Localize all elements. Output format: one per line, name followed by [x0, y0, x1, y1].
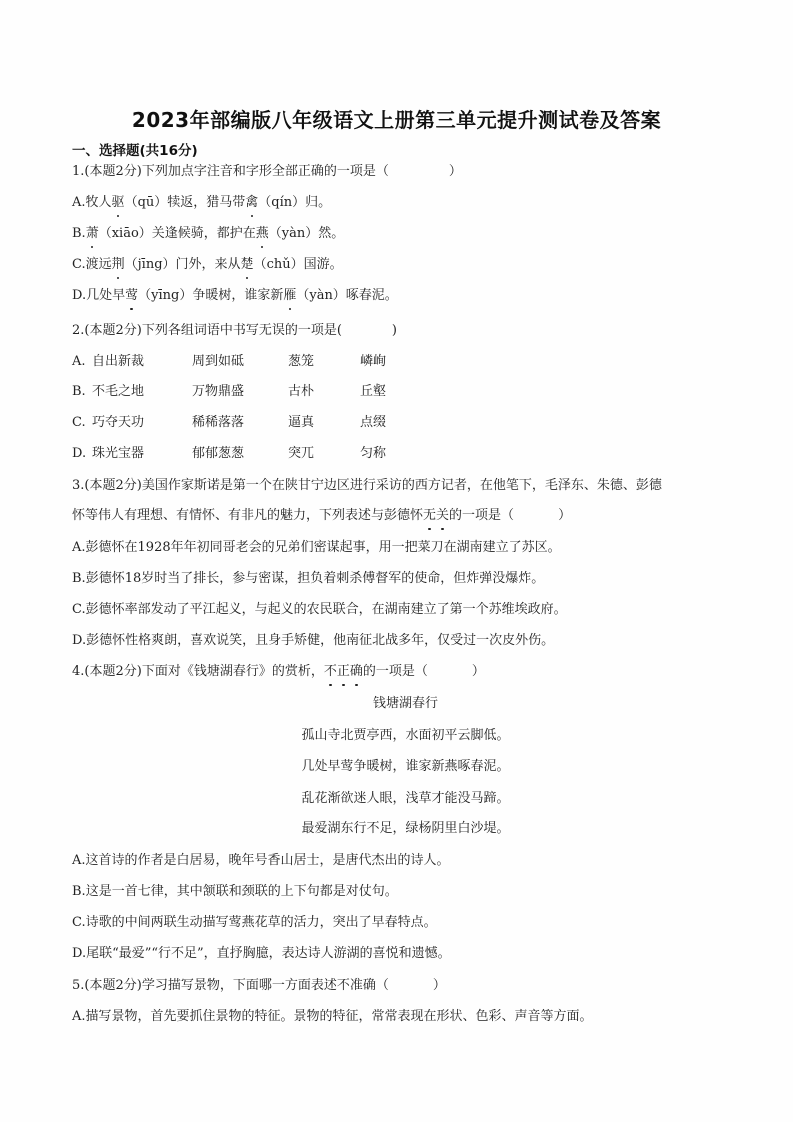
question-3-option-a[interactable]: A.彭德怀在1928年年初同哥老会的兄弟们密谋起事，用一把菜刀在湖南建立了苏区。: [72, 540, 561, 555]
question-3-option-b[interactable]: B.彭德怀18岁时当了排长，参与密谋，担负着刺杀傅督军的使命，但炸弹没爆炸。: [72, 571, 545, 586]
question-3-option-d[interactable]: D.彭德怀性格爽朗，喜欢说笑，且身手矫健，他南征北战多年，仅受过一次皮外伤。: [72, 633, 555, 648]
question-4-option-c[interactable]: C.诗歌的中间两联生动描写莺燕花草的活力，突出了早春特点。: [72, 915, 437, 930]
question-2-option-d[interactable]: D. 珠光宝器 郁郁葱葱 突兀 匀称: [72, 446, 387, 461]
emphasis-dot-char: 驱: [111, 195, 125, 210]
question-4-prompt: 4.(本题2分)下面对《钱塘湖春行》的赏析，不正确的一项是（ ）: [72, 664, 485, 679]
poem-line: 最爱湖东行不足，绿杨阴里白沙堤。: [301, 821, 510, 836]
question-5-option-a[interactable]: A.描写景物，首先要抓住景物的特征。景物的特征，常常表现在形状、色彩、声音等方面。: [72, 1009, 593, 1024]
question-1-option-d[interactable]: D.几处早莺（yīng）争暖树，谁家新雁（yàn）啄春泥。: [72, 288, 398, 303]
question-2-option-c[interactable]: C. 巧夺天功 稀稀落落 逼真 点缀: [72, 415, 387, 430]
question-3-prompt-line-1: 3.(本题2分)美国作家斯诺是第一个在陕甘宁边区进行采访的西方记者，在他笔下，毛泽东、朱德、彭德: [72, 478, 662, 493]
section-heading: 一、选择题(共16分): [72, 143, 198, 159]
emphasis-dot-char: 无: [423, 508, 437, 523]
question-2-option-a[interactable]: A. 自出新裁 周到如砥 葱笼 嶙峋: [72, 354, 387, 369]
question-4-option-a[interactable]: A.这首诗的作者是白居易，晚年号香山居士，是唐代杰出的诗人。: [72, 853, 450, 868]
emphasis-dot-char: 燕: [255, 226, 269, 241]
question-2-prompt: 2.(本题2分)下列各组词语中书写无误的一项是( ): [72, 323, 397, 338]
emphasis-dot-char: 不: [323, 664, 337, 679]
emphasis-dot-char: 楚: [240, 257, 254, 272]
question-3-option-c[interactable]: C.彭德怀率部发动了平江起义，与起义的农民联合，在湖南建立了第一个苏维埃政府。: [72, 602, 567, 617]
poem-line: 几处早莺争暖树，谁家新燕啄春泥。: [301, 759, 510, 774]
question-5-prompt: 5.(本题2分)学习描写景物，下面哪一方面表述不准确（ ）: [72, 978, 446, 993]
emphasis-dot-char: 萧: [85, 226, 99, 241]
poem-line: 乱花渐欲迷人眼，浅草才能没马蹄。: [301, 791, 510, 806]
question-1-option-b[interactable]: B.萧（xiāo）关逢候骑，都护在燕（yàn）然。: [72, 226, 345, 241]
question-1-option-a[interactable]: A.牧人驱（qū）犊返，猎马带禽（qín）归。: [72, 195, 332, 210]
emphasis-dot-char: 莺: [125, 288, 139, 303]
emphasis-dot-char: 荆: [111, 257, 125, 272]
question-2-option-b[interactable]: B. 不毛之地 万物鼎盛 古朴 丘壑: [72, 384, 387, 399]
emphasis-dot-char: 关: [436, 508, 450, 523]
emphasis-dot-char: 禽: [245, 195, 259, 210]
question-4-option-b[interactable]: B.这是一首七律，其中颔联和颈联的上下句都是对仗句。: [72, 884, 398, 899]
page-title: 2023年部编版八年级语文上册第三单元提升测试卷及答案: [131, 108, 662, 132]
poem-line: 孤山寺北贾亭西，水面初平云脚低。: [301, 728, 510, 743]
question-4-option-d[interactable]: D.尾联“最爱”“行不足”，直抒胸臆，表达诗人游湖的喜悦和遗憾。: [72, 946, 451, 961]
emphasis-dot-char: 雁: [283, 288, 297, 303]
question-1-prompt: 1.(本题2分)下列加点字注音和字形全部正确的一项是（ ）: [72, 164, 462, 179]
question-3-prompt-line-2: 怀等伟人有理想、有情怀、有非凡的魅力，下列表述与彭德怀无关的一项是（ ）: [72, 508, 572, 523]
poem-title: 钱塘湖春行: [372, 696, 438, 711]
emphasis-dot-char: 确: [349, 664, 363, 679]
emphasis-dot-char: 正: [336, 664, 350, 679]
question-1-option-c[interactable]: C.渡远荆（jīng）门外，来从楚（chǔ）国游。: [72, 257, 343, 272]
